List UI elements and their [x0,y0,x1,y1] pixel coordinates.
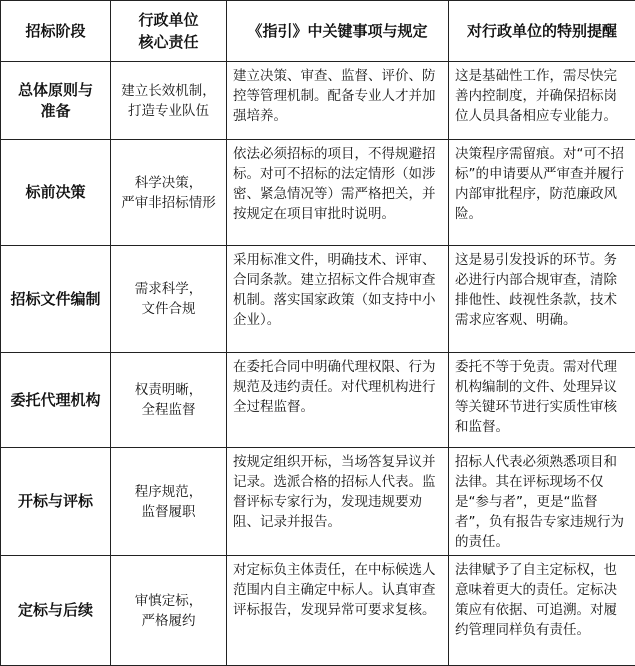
header-stage: 招标阶段 [1,1,111,62]
tips-cell: 这是易引发投诉的环节。务必进行内部合规审查，清除排他性、歧视性条款，技术需求应客观、明确。 [449,246,635,353]
rules-cell: 在委托合同中明确代理权限、行为规范及违约责任。对代理机构进行全过程监督。 [227,353,449,448]
stage-cell: 总体原则与 准备 [1,62,111,140]
header-tips: 对行政单位的特别提醒 [449,1,635,62]
stage-cell: 招标文件编制 [1,246,111,353]
responsibility-cell: 程序规范， 监督履职 [111,448,227,556]
tips-cell: 法律赋予了自主定标权，也意味着更大的责任。定标决策应有依据、可追溯。对履约管理同样负有责任。 [449,556,635,666]
table-row [1,556,635,666]
header-responsibility: 行政单位 核心责任 [111,1,227,62]
rules-cell: 建立决策、审查、监督、评价、防控等管理机制。配备专业人才并加强培养。 [227,62,449,140]
responsibility-cell: 需求科学， 文件合规 [111,246,227,353]
rules-cell: 采用标准文件，明确技术、评审、合同条款。建立招标文件合规审查机制。落实国家政策（如支持中小企业）。 [227,246,449,353]
tips-cell: 招标人代表必须熟悉项目和法律。其在评标现场不仅是“参与者”，更是“监督者”，负有报告专家违规行为的责任。 [449,448,635,556]
responsibility-cell: 科学决策， 严审非招标情形 [111,140,227,246]
tips-cell: 委托不等于免责。需对代理机构编制的文件、处理异议等关键环节进行实质性审核和监督。 [449,353,635,448]
rules-cell: 按规定组织开标，当场答复异议并记录。选派合格的招标人代表。监督评标专家行为，发现违规要劝阻、记录并报告。 [227,448,449,556]
table-row [1,246,635,353]
responsibility-cell: 权责明晰， 全程监督 [111,353,227,448]
table-row [1,448,635,556]
stage-cell: 开标与评标 [1,448,111,556]
table-row [1,353,635,448]
rules-cell: 对定标负主体责任，在中标候选人范围内自主确定中标人。认真审查评标报告，发现异常可要求复核。 [227,556,449,666]
table-row [1,140,635,246]
tips-cell: 这是基础性工作，需尽快完善内控制度，并确保招标岗位人员具备相应专业能力。 [449,62,635,140]
tips-cell: 决策程序需留痕。对“可不招标”的申请要从严审查并履行内部审批程序，防范廉政风险。 [449,140,635,246]
stage-cell: 标前决策 [1,140,111,246]
stage-cell: 委托代理机构 [1,353,111,448]
stage-cell: 定标与后续 [1,556,111,666]
responsibility-cell: 建立长效机制， 打造专业队伍 [111,62,227,140]
rules-cell: 依法必须招标的项目，不得规避招标。对可不招标的法定情形（如涉密、紧急情况等）需严格把关，并按规定在项目审批时说明。 [227,140,449,246]
responsibility-cell: 审慎定标， 严格履约 [111,556,227,666]
header-rules: 《指引》中关键事项与规定 [227,1,449,62]
header-row [1,1,635,62]
table-row [1,62,635,140]
